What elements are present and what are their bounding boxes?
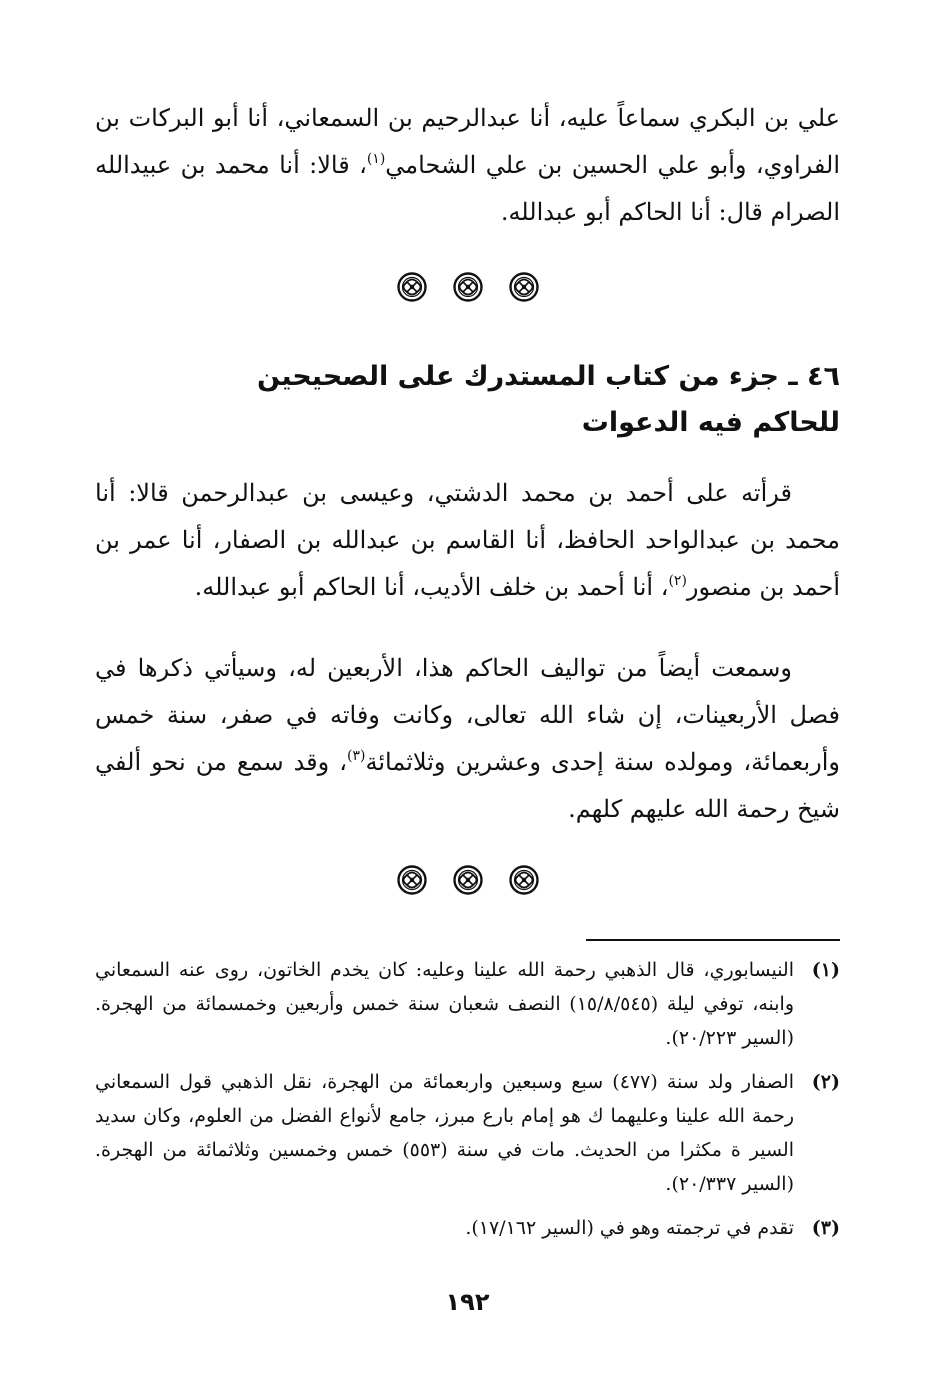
footnote-ref-1[interactable]: (١) (366, 151, 386, 167)
section-title-line-1: ٤٦ ـ جزء من كتاب المستدرك على الصحيحين (257, 361, 840, 392)
footnote-text: تقدم في ترجمته وهو في (السير ١٧/١٦٢). (465, 1217, 794, 1239)
footnote-number: (٢) (811, 1071, 840, 1093)
section-heading (95, 354, 840, 446)
footnote-ref-2[interactable]: (٢) (668, 573, 687, 589)
footnote-text: النيسابوري، قال الذهبي رحمة الله علينا وعليه: كان يخدم الخاتون، روى عنه السمعاني وابنه، توفي ليلة (١٥/٨/٥٤٥) النصف شعبان سنة خمس وأربعين وخمسمائة من الهجرة. (السير ٢٠/٢٢٣). (95, 959, 794, 1049)
top-paragraph-text-b: ، قالا: أنا محمد بن عبيدالله الصرام قال: أنا الحاكم أبو عبدالله. (95, 151, 840, 226)
footnote-ref-3[interactable]: (٣) (346, 748, 366, 764)
paragraph-2 (95, 645, 840, 833)
footnotes (95, 953, 840, 1245)
paragraph-2-text-b: ، وقد سمع من نحو ألفي شيخ رحمة الله عليهم كلهم. (95, 748, 840, 823)
footnote-number: (١) (811, 959, 840, 981)
knot-ornament-icon (453, 865, 483, 895)
top-paragraph-text-a: علي بن البكري سماعاً عليه، أنا عبدالرحيم بن السمعاني، أنا أبو البركات بن الفراوي، وأبو علي الحسين بن علي الشحامي (95, 104, 840, 179)
paragraph-1 (95, 470, 840, 611)
ornament-divider-bottom (95, 865, 840, 895)
footnote-3 (95, 1211, 840, 1245)
knot-ornament-icon (509, 865, 539, 895)
document-page (95, 95, 840, 1355)
page-number: ١٩٢ (445, 1288, 490, 1316)
footnote-separator (586, 939, 840, 941)
section-title-line-2: للحاكم فيه الدعوات (581, 407, 840, 438)
knot-ornament-icon (397, 865, 427, 895)
footnote-text: الصفار ولد سنة (٤٧٧) سبع وسبعين واربعمائة من الهجرة، نقل الذهبي قول السمعاني رحمة الله علينا وعليهما ك هو إمام بارع مبرز، جامع لأنواع الفضل من العلوم، وكان سديد السير ة مكثرا من الحديث. مات في سنة (٥٥٣) خمس وخمسين وثلاثمائة من الهجرة. (السير ٢٠/٣٣٧). (95, 1071, 794, 1195)
footnote-2 (95, 1065, 840, 1201)
paragraph-1-text-a: قرأته على أحمد بن محمد الدشتي، وعيسى بن عبدالرحمن قالا: أنا محمد بن عبدالواحد الحافظ، أنا القاسم بن عبدالله بن الصفار، أنا عمر بن أحمد بن منصور (95, 479, 840, 601)
knot-ornament-icon (397, 272, 427, 302)
footnote-1 (95, 953, 840, 1055)
top-paragraph (95, 95, 840, 236)
paragraph-2-text-a: وسمعت أيضاً من تواليف الحاكم هذا، الأربعين له، وسيأتي ذكرها في فصل الأربعينات، إن شاء الله تعالى، وكانت وفاته في صفر، سنة خمس وأربعمائة، ومولده سنة إحدى وعشرين وثلاثمائة (95, 654, 840, 776)
footnote-number: (٣) (811, 1217, 840, 1239)
ornament-divider-top (95, 272, 840, 302)
knot-ornament-icon (453, 272, 483, 302)
paragraph-1-text-b: ، أنا أحمد بن خلف الأديب، أنا الحاكم أبو عبدالله. (194, 573, 669, 601)
knot-ornament-icon (509, 272, 539, 302)
